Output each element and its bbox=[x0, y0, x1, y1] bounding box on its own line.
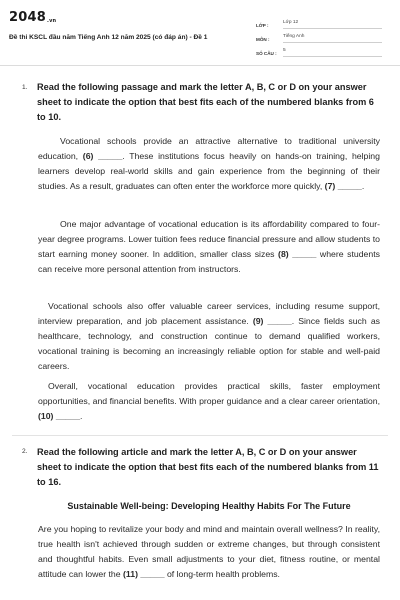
passage-paragraph: Vocational schools also offer valuable career services, including resume support, interview preparation, and job placement assistance. (9) _____. Since fields such as healthcare, technology, and construction continue to demand qualified workers, vocational training is becoming an increasingly reliable option for stable and well-paid careers. bbox=[38, 301, 380, 371]
article-title: Sustainable Well-being: Developing Healthy Habits For The Future bbox=[67, 501, 351, 511]
blank-6: (6) _____ bbox=[82, 151, 123, 161]
meta-count-value: 5 bbox=[283, 48, 382, 57]
meta-subject-label: MÔN : bbox=[256, 36, 270, 42]
meta-class-label: LỚP : bbox=[256, 22, 269, 28]
meta-subject-value: Tiếng Anh bbox=[283, 34, 382, 43]
meta-row-class bbox=[256, 16, 382, 29]
blank-10: (10) _____ bbox=[38, 411, 81, 421]
meta-count-label: SỐ CÂU : bbox=[256, 50, 277, 56]
document-meta bbox=[256, 16, 382, 58]
meta-class-value: Lớp 12 bbox=[283, 20, 382, 29]
document-title: Đề thi KSCL đầu năm Tiếng Anh 12 năm 2025 (có đáp án) - Đề 1 bbox=[9, 34, 208, 41]
passage-paragraph: Overall, vocational education provides practical skills, faster employment opportunities, and financial benefits. With proper guidance and a clear career orientation, (10) _____. bbox=[38, 381, 380, 421]
blank-11: (11) _____ bbox=[123, 569, 165, 579]
article-paragraph: Are you hoping to revitalize your body and mind and maintain overall wellness? In reality, true health isn't achieved through sudden or extreme changes, but through consistent and thoughtful habits. Even small adjustments to your diet, fitness routine, or mental attitude can lower the (11) _____ of long-term health problems. bbox=[38, 524, 380, 579]
blank-7: (7) _____ bbox=[324, 181, 362, 191]
site-logo[interactable]: $2048_{.vn}$ bbox=[9, 10, 57, 25]
question-instruction: Read the following article and mark the letter A, B, C or D on your answer sheet to indicate the option that best fits each of the numbered blanks from 11 to 16. bbox=[37, 447, 379, 487]
passage-paragraph: Vocational schools provide an attractive alternative to traditional university education, (6) _____. These institutions focus heavily on hands-on training, helping learners develop real-world skills and gain experience from the beginning of their studies. As a result, graduates can often enter the workforce more quickly, (7) _____. bbox=[38, 136, 380, 191]
question-instruction: Read the following passage and mark the letter A, B, C or D on your answer sheet to indicate the option that best fits each of the numbered blanks from 6 to 10. bbox=[37, 82, 374, 122]
blank-9: (9) _____ bbox=[252, 316, 292, 326]
question-divider bbox=[12, 435, 388, 436]
passage-paragraph: One major advantage of vocational education is its affordability compared to four-year degree programs. Lower tuition fees reduce financial pressure and allow students to start earning money sooner. In addition, smaller class sizes (8) _____ where students can receive more personal attention from instructors. bbox=[38, 219, 380, 274]
question-number: 2. bbox=[22, 448, 28, 455]
document-header bbox=[0, 0, 400, 66]
question-number: 1. bbox=[22, 84, 28, 91]
blank-8: (8) _____ bbox=[278, 249, 317, 259]
meta-row-subject bbox=[256, 30, 382, 43]
meta-row-count bbox=[256, 44, 382, 57]
